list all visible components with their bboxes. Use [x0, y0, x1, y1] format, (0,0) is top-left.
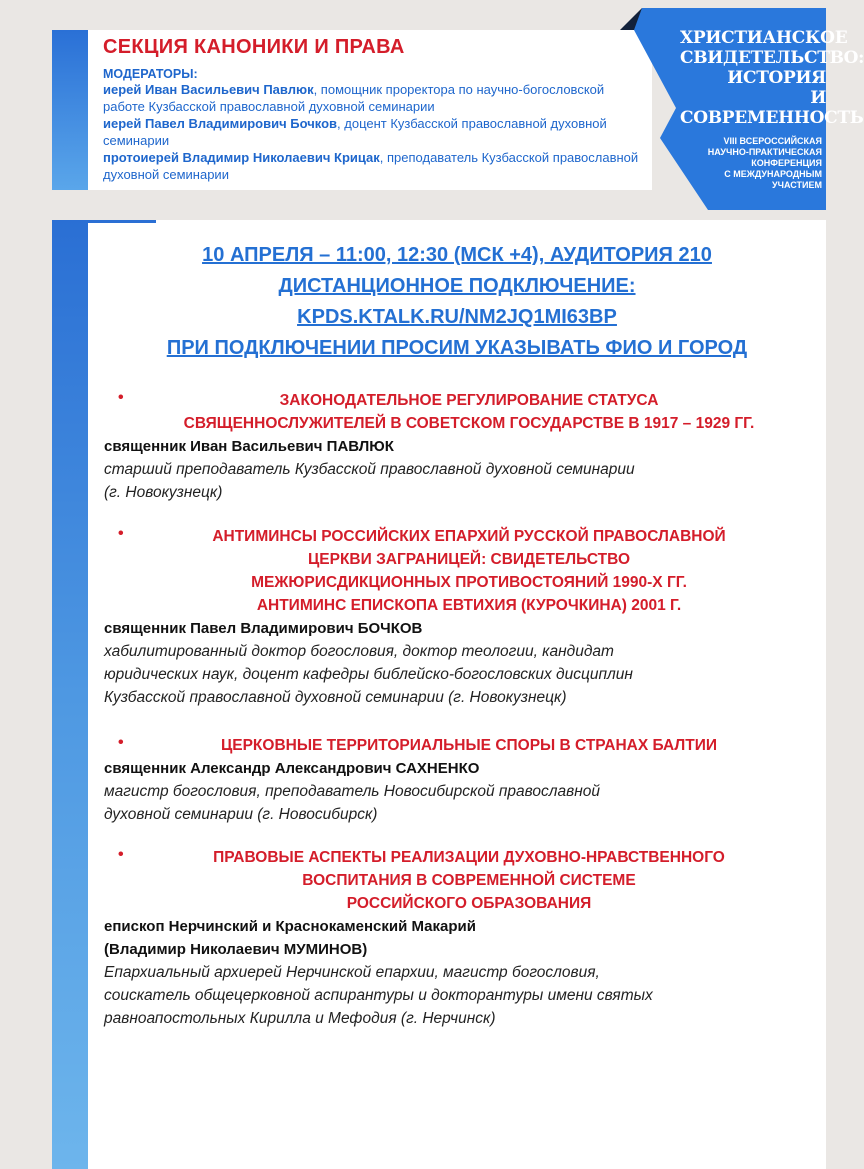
- conference-badge: [620, 8, 864, 210]
- moderator-3: протоиерей Владимир Николаевич Крицак, преподаватель Кузбасской православной духовной семинарии: [103, 150, 639, 182]
- talk-title: ПРАВОВЫЕ АСПЕКТЫ РЕАЛИЗАЦИИ ДУХОВНО-НРАВСТВЕННОГО ВОСПИТАНИЯ В СОВРЕМЕННОЙ СИСТЕМЕ РОССИЙСКОГО ОБРАЗОВАНИЯ: [213, 849, 725, 912]
- bullet-icon: •: [118, 846, 124, 863]
- remote-link[interactable]: KPDS.KTALK.RU/NM2JQ1MI63BP: [297, 306, 617, 328]
- session-info: [88, 240, 826, 364]
- talk-speaker: священник Иван Васильевич ПАВЛЮК: [104, 438, 394, 455]
- talk-title: ЗАКОНОДАТЕЛЬНОЕ РЕГУЛИРОВАНИЕ СТАТУСА СВЯЩЕННОСЛУЖИТЕЛЕЙ В СОВЕТСКОМ ГОСУДАРСТВЕ В 1917 – 1929 ГГ.: [183, 392, 755, 432]
- talk-speaker: епископ Нерчинский и Краснокаменский Макарий (Владимир Николаевич МУМИНОВ): [104, 918, 476, 958]
- talk-speaker: священник Павел Владимирович БОЧКОВ: [104, 620, 423, 637]
- moderator-1: иерей Иван Васильевич Павлюк, помощник проректора по научно-богословской работе Кузбасской православной духовной семинарии: [103, 82, 605, 114]
- section-title: СЕКЦИЯ КАНОНИКИ И ПРАВА: [103, 36, 405, 58]
- header-accent-bar: [52, 30, 88, 190]
- bullet-icon: •: [118, 734, 124, 751]
- main-accent-top: [88, 220, 156, 223]
- remote-note: ПРИ ПОДКЛЮЧЕНИИ ПРОСИМ УКАЗЫВАТЬ ФИО И ГОРОД: [166, 337, 748, 359]
- moderator-2: иерей Павел Владимирович Бочков, доцент Кузбасской православной духовной семинарии: [103, 116, 607, 148]
- talk-title: ЦЕРКОВНЫЕ ТЕРРИТОРИАЛЬНЫЕ СПОРЫ В СТРАНАХ БАЛТИИ: [220, 737, 718, 754]
- talk-item: [104, 734, 804, 826]
- talk-title: АНТИМИНСЫ РОССИЙСКИХ ЕПАРХИЙ РУССКОЙ ПРАВОСЛАВНОЙ ЦЕРКВИ ЗАГРАНИЦЕЙ: СВИДЕТЕЛЬСТВО МЕЖЮРИСДИКЦИОННЫХ ПРОТИВОСТОЯНИЙ 1990-Х ГГ. АНТИМИНС ЕПИСКОПА ЕВТИХИЯ (КУРОЧКИНА) 2001 Г.: [212, 528, 726, 614]
- talk-item: [104, 525, 804, 709]
- talk-speaker: священник Александр Александрович САХНЕНКО: [104, 760, 480, 777]
- talk-item: [104, 846, 804, 1030]
- talk-affiliation: Епархиальный архиерей Нерчинской епархии, магистр богословия, соискатель общецерковной аспирантуры и докторантуры имени святых равноапостольных Кирилла и Мефодия (г. Нерчинск): [104, 964, 653, 1027]
- remote-label: ДИСТАНЦИОННОЕ ПОДКЛЮЧЕНИЕ:: [278, 275, 636, 297]
- bullet-icon: •: [118, 389, 124, 406]
- badge-subtitle: VIII ВСЕРОССИЙСКАЯ НАУЧНО-ПРАКТИЧЕСКАЯ КОНФЕРЕНЦИЯ С МЕЖДУНАРОДНЫМ УЧАСТИЕМ: [707, 136, 822, 190]
- talk-affiliation: старший преподаватель Кузбасской православной духовной семинарии (г. Новокузнецк): [104, 461, 635, 501]
- talk-item: [104, 389, 804, 504]
- main-accent-bar: [52, 220, 88, 1169]
- header-text: [103, 36, 643, 183]
- talk-affiliation: магистр богословия, преподаватель Новосибирской православной духовной семинарии (г. Новосибирск): [104, 783, 601, 823]
- moderators-label: МОДЕРАТОРЫ:: [103, 67, 198, 81]
- session-date-time: 10 АПРЕЛЯ – 11:00, 12:30 (МСК +4), АУДИТОРИЯ 210: [202, 244, 712, 266]
- bullet-icon: •: [118, 525, 124, 542]
- badge-title: ХРИСТИАНСКОЕ СВИДЕТЕЛЬСТВО: ИСТОРИЯ И СОВРЕМЕННОСТЬ: [680, 28, 864, 128]
- talk-affiliation: хабилитированный доктор богословия, доктор теологии, кандидат юридических наук, доцент кафедры библейско-богословских дисциплин Кузбасской православной духовной семинарии (г. Новокузнецк): [104, 643, 633, 706]
